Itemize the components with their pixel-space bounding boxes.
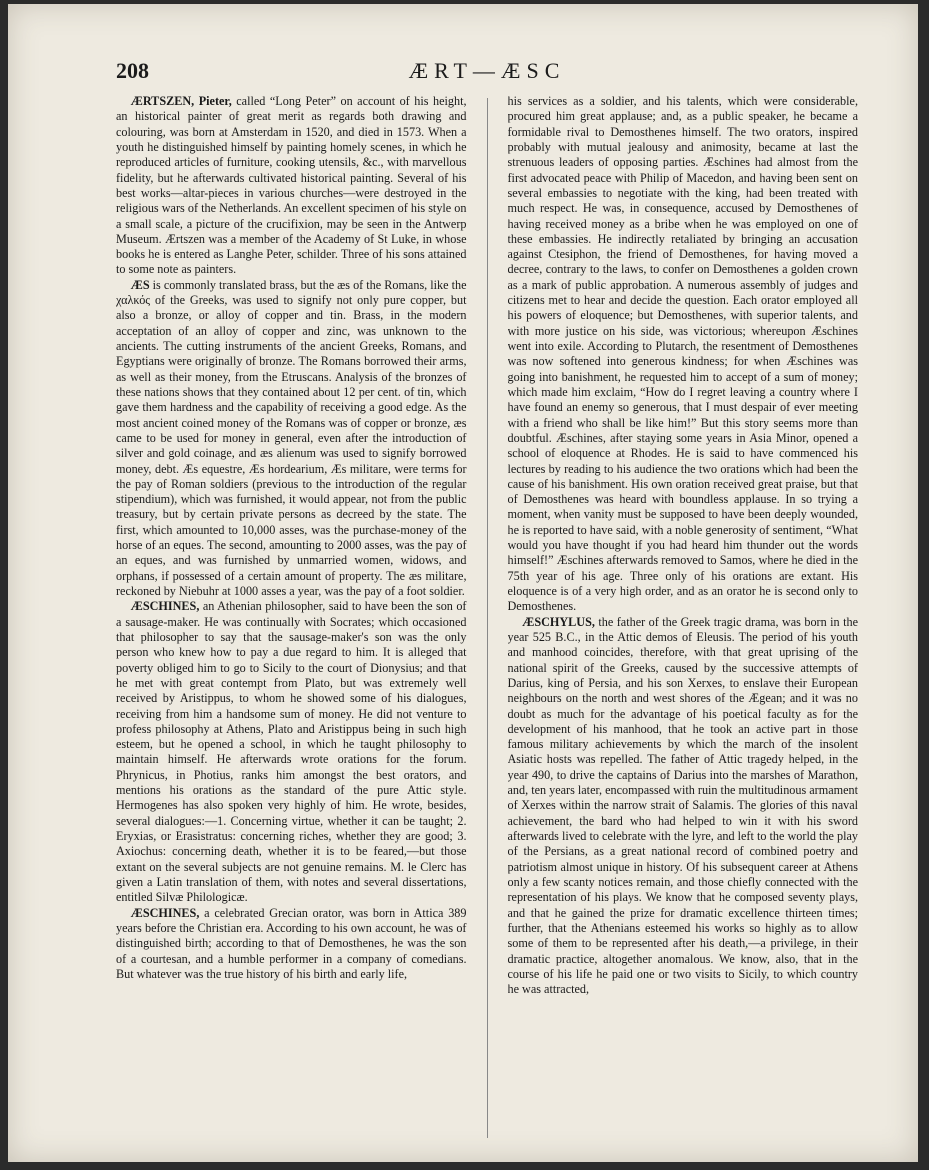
headword: ÆRTSZEN, Pieter, — [130, 94, 232, 108]
page-number: 208 — [116, 58, 149, 83]
headword: ÆS — [130, 277, 150, 292]
column-divider — [487, 98, 488, 1138]
running-head — [116, 58, 858, 88]
right-column — [508, 94, 859, 1138]
paragraph-text: the father of the Greek tragic drama, was born in the year 525 B.C., in the Attic demos of Eleusis. The period of his youth and manhood coincides, therefore, with that great uprising of the national spirit of the Greeks, caused by the successive attempts of Darius, king of Persia, and his son Xerxes, to enslave their European neighbours on the north and west shores of the Ægean; and it was no doubt as much for the advantage of his poetical faculty as for the development of his manhood, that he took an active part in those famous military achievements by which the march of the insolent Asiatic hosts was repelled. The father of Attic tragedy helped, in the year 490, to drive the captains of Darius into the marshes of Marathon, and, ten years later, encompassed with ruin the multitudinous armament of Xerxes within the narrow strait of Salamis. The glories of this naval achievement, the bard who had helped to win it with his sword afterwards lived to celebrate with the lyre, and left to the world the play of the Persians, as a great national record of combined poetry and patriotism almost unique in history. Of his subsequent career at Athens only a few scanty notices remain, and those chiefly connected with the representation of his plays. We know that he composed seventy plays, and that he gained the prize for dramatic excellence thirteen times; further, that the Athenians esteemed his works so highly as to allow some of them to be represented after his death,—a privilege, in their dramatic practice, altogether anomalous. We know, also, that in the course of his life he paid one or two visits to Sicily, to which country he was attracted, — [507, 614, 858, 997]
paragraph-text: his services as a soldier, and his talents, which were considerable, procured him great applause; and, as a public speaker, he became a formidable rival to Demosthenes himself. The two orators, inspired probably with mutual jealousy and animosity, became at last the strenuous leaders of opposing parties. Æschines had almost from the first advocated peace with Philip of Macedon, and having been sent on several embassies to negotiate with the king, had been treated with much respect. He was, in consequence, accused by Demosthenes of having received money as a bribe when he was employed on one of these embassies. He indirectly retaliated by bringing an accusation against Ctesiphon, the friend of Demosthenes, for having moved a decree, contrary to the laws, to confer on Demosthenes a golden crown as a mark of public approbation. A numerous assembly of judges and citizens met to hear and decide the question. Each orator employed all his powers of eloquence; but Demosthenes, with superior talents, and with more justice on his side, was victorious; whereupon Æschines went into exile. According to Plutarch, the resentment of Demosthenes was now softened into generous kindness; for when Æschines was going into banishment, he requested him to accept of a sum of money; which made him exclaim, “How do I regret leaving a country where I have found an enemy so generous, that I must despair of ever meeting with a friend who shall be like him!” But this story seems more than doubtful. Æschines, after staying some years in Asia Minor, opened a school of eloquence at Rhodes. He is said to have commenced his lectures by reading to his audience the two orations which had been the cause of his banishment. His own oration received great praise, but that of Demosthenes was heard with boundless applause. In so trying a moment, when vanity must be supposed to have been deeply wounded, he is reported to have said, with a noble generosity of sentiment, “What would you have thought if you had heard him thunder out the words himself!” Æschines afterwards removed to Samos, where he died in the 75th year of his age. Three only of his orations are extant. His eloquence is of a very high order, and as an orator he is second only to Demosthenes. — [507, 94, 858, 614]
article-paragraph — [116, 599, 467, 905]
headword: ÆSCHINES, — [130, 599, 200, 614]
paragraph-text: called “Long Peter” on account of his height, an historical painter of great merit as regards both drawing and colouring, was born at Amsterdam in 1520, and died in 1573. When a youth he distinguished himself by painting homely scenes, in which he reproduced articles of furniture, cooking utensils, &c., with marvellous fidelity, but he afterwards cultivated historical painting. Several of his best works—altar-pieces in various churches—were destroyed in the religious wars of the Netherlands. An excellent specimen of his style on a small scale, a picture of the crucifixion, may be seen in the Antwerp Museum. Ærtszen was a member of the Academy of St Luke, in whose books he is entered as Langhe Peter, schilder. Three of his sons attained to some note as painters. — [116, 94, 467, 277]
paragraph-text: an Athenian philosopher, said to have been the son of a sausage-maker. He was continually with Socrates; which occasioned that philosopher to say that the sausage-maker's son was the only person who knew how to pay a due regard to him. It is alleged that poverty obliged him to go to Sicily to the court of Dionysius; and that he met with great contempt from Plato, but was extremely well received by Aristippus, to whom he showed some of his dialogues, receiving from him a handsome sum of money. He did not venture to profess philosophy at Athens, Plato and Aristippus being in such high esteem, but he opened a school, in which he taught philosophy to maintain himself. He afterwards wrote orations for the forum. Phrynicus, in Photius, ranks him amongst the best orators, and mentions his orations as the standard of the pure Attic style. Hermogenes has also spoken very highly of him. He wrote, besides, several dialogues:—1. Concerning virtue, whether it can be taught; 2. Eryxias, or Erasistratus: concerning riches, whether they are good; 3. Axiochus: concerning death, whether it is to be feared,—but those extant on the several subjects are not genuine remains. M. le Clerc has given a Latin translation of them, with notes and several dissertations, entitled Silvæ Philologicæ. — [116, 599, 467, 905]
left-column — [116, 94, 467, 1138]
paragraph-text: a celebrated Grecian orator, was born in Attica 389 years before the Christian era. According to his own account, he was of distinguished birth; according to that of Demosthenes, he was the son of a courtesan, and a humble performer in a company of comedians. But whatever was the true history of his birth and early life, — [116, 905, 467, 981]
book-page — [8, 4, 918, 1162]
paragraph-text: is commonly translated brass, but the æs of the Romans, like the χαλκός of the Greeks, was used to signify not only pure copper, but also a bronze, or alloy of copper and tin. Brass, in the modern acceptation of an alloy of copper and zinc, was unknown to the ancients. The cutting instruments of the ancient Greeks, Romans, and Egyptians were originally of bronze. The Romans borrowed their arms, as well as their money, from the Etruscans. Analysis of the bronzes of these nations shows that they contained about 12 per cent. of tin, which gave them hardness and the capability of receiving a good edge. As the most ancient coined money of the Romans was of copper or bronze, æs came to be used for money in general, even after the introduction of silver and gold coinage, and æs alienum was used to signify borrowed money, debt. Æs equestre, Æs hordearium, Æs militare, were terms for the pay of Roman soldiers (previous to the introduction of the regular stipendium), which was furnished, it would appear, not from the public treasury, but by certain private persons as decreed by the state. The first, which amounted to 10,000 asses, was the purchase-money of the horse of an eques. The second, amounting to 2000 asses, was the pay of an eques, and was furnished by unmarried women, widows, and orphans, if possessed of a certain amount of property. The æs militare, reckoned by Niebuhr at 1000 asses a year, was the pay of a foot soldier. — [116, 277, 467, 598]
headword: ÆSCHINES, — [130, 905, 200, 920]
text-columns — [116, 94, 858, 1138]
headword: ÆSCHYLUS, — [522, 614, 595, 629]
running-title: ÆRT—ÆSC — [408, 58, 566, 83]
article-paragraph — [508, 615, 859, 998]
article-paragraph — [116, 94, 467, 278]
article-paragraph — [116, 278, 467, 600]
article-paragraph — [116, 906, 467, 983]
article-paragraph — [508, 94, 859, 615]
